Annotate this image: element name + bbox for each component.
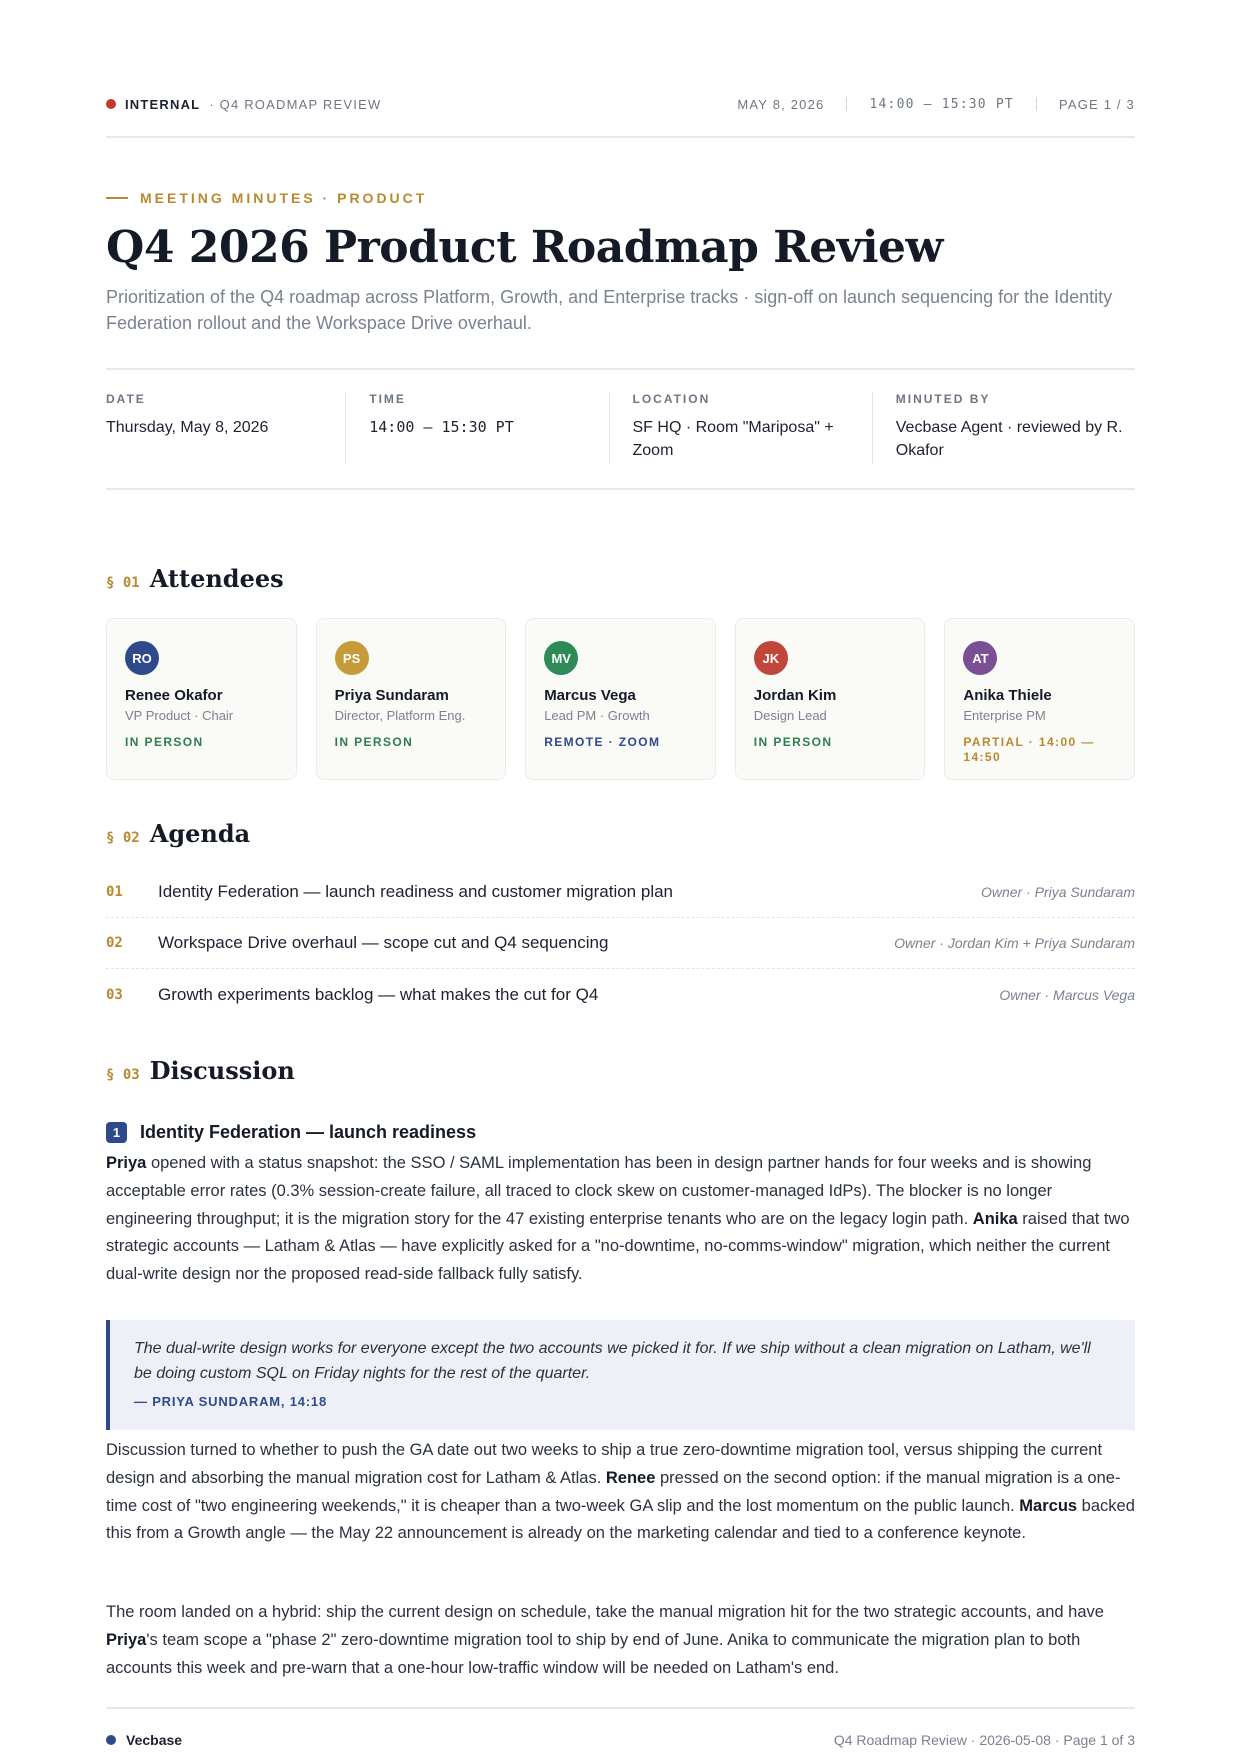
section-number: § 03 xyxy=(106,1067,140,1083)
speaker-name: Priya xyxy=(106,1630,147,1649)
paragraph-text: raised that two strategic accounts — Latham & Atlas — have explicitly asked for a "no-downtime, no-comms-window" migration, which neither the current dual-write design nor the proposed read-side fallback fully satisfy. xyxy=(106,1209,1130,1284)
speaker-name: Marcus xyxy=(1019,1496,1078,1515)
attendee-role: Lead PM · Growth xyxy=(544,708,650,723)
attendee-list xyxy=(106,618,1135,780)
eyebrow-label: MEETING MINUTES · PRODUCT xyxy=(140,190,428,206)
meta-value: Thursday, May 8, 2026 xyxy=(106,419,269,436)
attendee-role: Enterprise PM xyxy=(963,708,1046,723)
agenda-topic: Identity Federation — launch readiness and customer migration plan xyxy=(158,882,674,901)
attendee-name: Priya Sundaram xyxy=(334,687,449,704)
agenda-topic: Growth experiments backlog — what makes the cut for Q4 xyxy=(158,984,599,1004)
agenda-owner: Owner · Jordan Kim + Priya Sundaram xyxy=(894,935,1135,951)
meta-minuted-by xyxy=(872,370,1135,488)
agenda-number: 03 xyxy=(106,986,123,1003)
page-subtitle: Prioritization of the Q4 roadmap across Platform, Growth, and Enterprise tracks · sign-off on launch sequencing for the Identity Federation rollout and the Workspace Drive overhaul. xyxy=(106,287,1113,333)
attendee-card xyxy=(944,618,1135,780)
item-number-badge: 1 xyxy=(106,1122,127,1143)
attendance-status: PARTIAL · 14:00 — 14:50 xyxy=(963,735,1095,764)
discussion-item-title: Identity Federation — launch readiness xyxy=(140,1122,477,1142)
attendance-status: REMOTE · ZOOM xyxy=(544,735,661,749)
attendee-card xyxy=(525,618,716,780)
section-agenda-heading xyxy=(106,819,250,848)
attendee-card xyxy=(106,618,297,780)
discussion-paragraph xyxy=(106,1437,1135,1548)
attendee-card xyxy=(316,618,507,780)
attendee-name: Marcus Vega xyxy=(544,687,636,704)
discussion-item-heading xyxy=(106,1122,476,1143)
agenda-list xyxy=(106,867,1135,1020)
section-number: § 01 xyxy=(106,575,140,591)
document-page xyxy=(106,0,1135,1754)
agenda-topic: Workspace Drive overhaul — scope cut and Q4 sequencing xyxy=(158,933,609,952)
document-short-title: · Q4 ROADMAP REVIEW xyxy=(209,96,382,112)
quote-text: The dual-write design works for everyone except the two accounts we picked it for. If we ship without a clean migration on Latham, we'll be doing custom SQL on Friday nights for the rest of the quarter. xyxy=(134,1340,1091,1382)
avatar: AT xyxy=(963,641,997,675)
attendee-name: Renee Okafor xyxy=(125,687,223,704)
section-attendees-heading xyxy=(106,564,284,593)
section-title: Attendees xyxy=(149,564,284,593)
meta-value: 14:00 — 15:30 PT xyxy=(369,418,514,436)
divider xyxy=(1036,97,1037,111)
agenda-item xyxy=(106,867,1135,918)
meta-value: Vecbase Agent · reviewed by R. Okafor xyxy=(895,419,1123,459)
meeting-meta xyxy=(106,368,1135,490)
agenda-owner: Owner · Marcus Vega xyxy=(999,986,1135,1003)
paragraph-text: backed this from a Growth angle — the May 22 announcement is already on the marketing calendar and tied to a conference keynote. xyxy=(106,1496,1135,1543)
avatar: MV xyxy=(544,641,578,675)
meta-time xyxy=(345,370,608,488)
agenda-owner: Owner · Priya Sundaram xyxy=(980,884,1135,900)
section-number: § 02 xyxy=(106,830,140,846)
avatar: PS xyxy=(335,641,369,675)
avatar: JK xyxy=(754,641,788,675)
paragraph-text: Discussion turned to whether to push the GA date out two weeks to ship a true zero-downtime migration tool, versus shipping the current design and absorbing the manual migration cost for Latham & Atlas. xyxy=(106,1441,1103,1487)
agenda-number: 01 xyxy=(106,884,123,900)
meta-label: DATE xyxy=(106,392,146,406)
footer-brand: Vecbase xyxy=(126,1732,183,1748)
agenda-number: 02 xyxy=(106,935,123,951)
header-rule xyxy=(106,136,1135,138)
attendance-status: IN PERSON xyxy=(753,735,833,749)
paragraph-text: pressed on the second option: if the manual migration is a one-time cost of "two engineering weekends," it is cheaper than a two-week GA slip and the lost momentum on the public launch. xyxy=(106,1468,1121,1515)
avatar: RO xyxy=(125,641,159,675)
speaker-name: Anika xyxy=(972,1209,1018,1228)
header-time: 14:00 — 15:30 PT xyxy=(869,96,1014,112)
meta-location xyxy=(609,370,872,488)
paragraph-text: opened with a status snapshot: the SSO / SAML implementation has been in design partner hands for four weeks and is showing acceptable error rates (0.3% session-create failure, all traced to clock skew on customer-managed IdPs). The blocker is no longer engineering throughput; it is the migration story for the 47 existing enterprise tenants who are on the legacy login path. xyxy=(106,1154,1092,1228)
section-title: Discussion xyxy=(149,1056,295,1085)
divider xyxy=(846,97,847,111)
meta-label: LOCATION xyxy=(632,392,711,406)
meta-value: SF HQ · Room "Mariposa" + Zoom xyxy=(632,419,834,459)
attendee-role: Director, Platform Eng. xyxy=(334,708,466,723)
pull-quote xyxy=(106,1320,1135,1430)
header-date: MAY 8, 2026 xyxy=(737,96,825,112)
header-left xyxy=(106,97,381,112)
attendee-role: VP Product · Chair xyxy=(125,708,234,723)
paragraph-text: 's team scope a "phase 2" zero-downtime migration tool to ship by end of June. Anika to communicate the migration plan to both accounts this week and pre-warn that a one-hour low-traffic window will be needed on Latham's end. xyxy=(106,1630,1081,1677)
meta-label: TIME xyxy=(369,392,406,406)
attendance-status: IN PERSON xyxy=(334,735,414,749)
eyebrow-dash xyxy=(106,197,128,199)
internal-status-dot xyxy=(106,99,116,109)
attendee-card xyxy=(735,618,926,780)
section-title: Agenda xyxy=(149,819,251,848)
footer-rule xyxy=(106,1707,1135,1709)
header-right xyxy=(737,97,1135,112)
attendance-status: IN PERSON xyxy=(125,735,204,749)
agenda-item xyxy=(106,918,1135,969)
discussion-paragraph xyxy=(106,1599,1135,1682)
speaker-name: Priya xyxy=(106,1154,147,1172)
quote-attribution: — PRIYA SUNDARAM, 14:18 xyxy=(134,1394,327,1409)
section-discussion-heading xyxy=(106,1056,295,1085)
footer-meta: Q4 Roadmap Review · 2026-05-08 · Page 1 of 3 xyxy=(833,1732,1135,1748)
attendee-role: Design Lead xyxy=(753,708,827,723)
meta-date xyxy=(106,370,345,488)
page-title: Q4 2026 Product Roadmap Review xyxy=(106,222,943,273)
speaker-name: Renee xyxy=(605,1468,656,1487)
document-eyebrow xyxy=(106,190,427,206)
meta-label: MINUTED BY xyxy=(895,392,991,406)
agenda-item xyxy=(106,969,1135,1020)
brand-dot xyxy=(106,1735,116,1745)
discussion-paragraph xyxy=(106,1150,1135,1289)
attendee-name: Anika Thiele xyxy=(963,687,1052,704)
classification-label: INTERNAL xyxy=(125,96,201,112)
attendee-name: Jordan Kim xyxy=(753,687,837,704)
document-footer xyxy=(106,1732,1135,1748)
document-header xyxy=(106,94,1135,114)
paragraph-text: The room landed on a hybrid: ship the current design on schedule, take the manual migration hit for the two strategic accounts, and have xyxy=(106,1603,1104,1621)
header-page-number: PAGE 1 / 3 xyxy=(1058,96,1135,112)
